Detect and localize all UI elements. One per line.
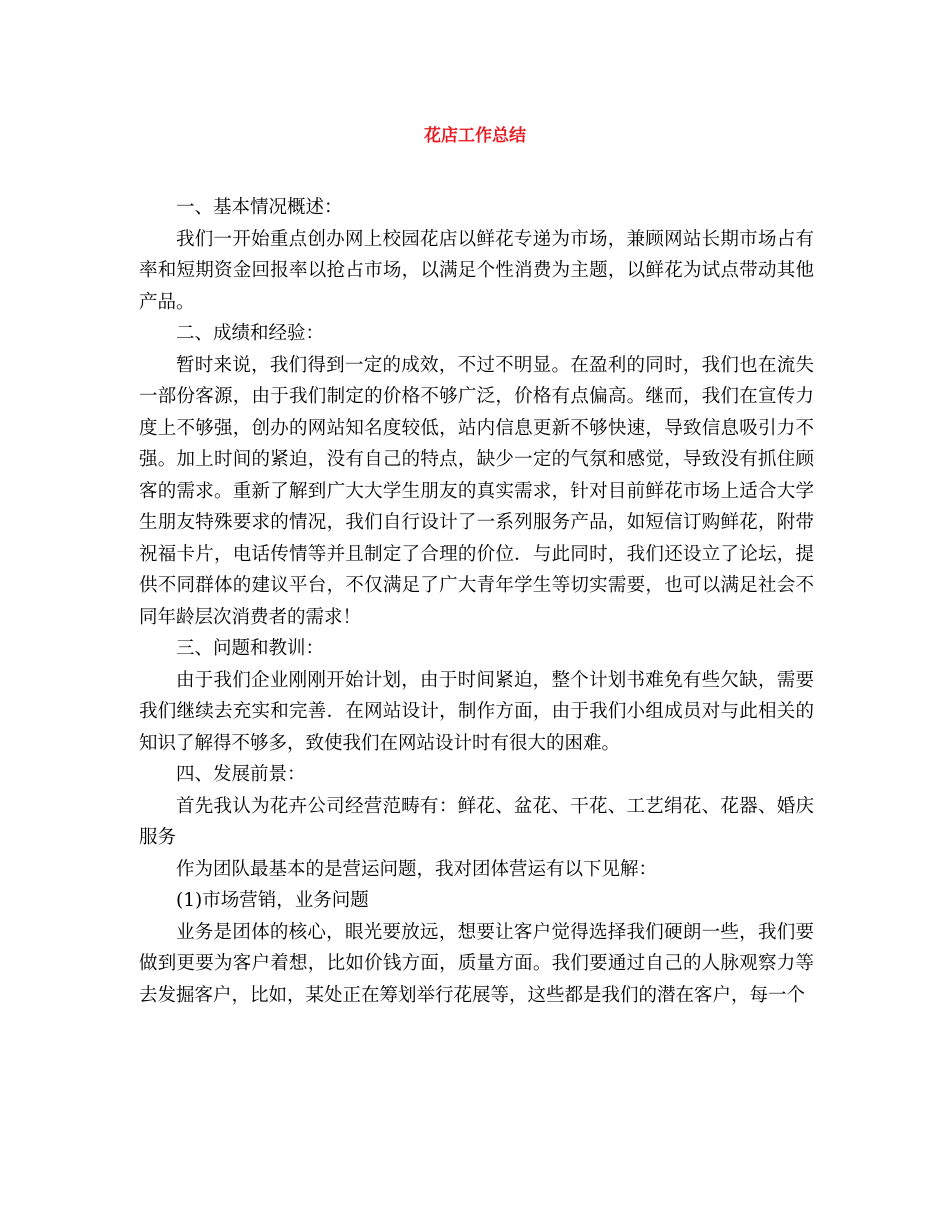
section-heading-prospects: 四、发展前景： — [176, 764, 306, 785]
paragraph-overview: 我们一开始重点创办网上校园花店以鲜花专递为市场，兼顾网站长期市场占有率和短期资金回报率以抢占市场，以满足个性消费为主题，以鲜花为试点带动其他产品。 — [139, 228, 814, 313]
section-heading-problems: 三、问题和教训： — [176, 638, 325, 659]
paragraph-achievements: 暂时来说，我们得到一定的成效，不过不明显。在盈利的同时，我们也在流失一部份客源，由于我们制定的价格不够广泛，价格有点偏高。继而，我们在宣传力度上不够强，创办的网站知名度较低，站内信息更新不够快速，导致信息吸引力不强。加上时间的紧迫，没有自己的特点，缺少一定的气氛和感觉，导致没有抓住顾客的需求。重新了解到广大大学生朋友的真实需求，针对目前鲜花市场上适合大学生朋友特殊要求的情况，我们自行设计了一系列服务产品，如短信订购鲜花，附带祝福卡片，电话传情等并且制定了合理的价位．与此同时，我们还设立了论坛，提供不同群体的建议平台，不仅满足了广大青年学生等切实需要，也可以满足社会不同年龄层次消费者的需求！ — [139, 354, 814, 628]
document-title: 花店工作总结 — [424, 126, 526, 146]
section-heading-overview: 一、基本情况概述： — [176, 197, 343, 218]
document-body — [139, 192, 814, 1011]
paragraph-operations: 作为团队最基本的是营运问题，我对团体营运有以下见解： — [176, 858, 658, 880]
subheading-marketing: (1)市场营销，业务问题 — [176, 890, 369, 911]
paragraph-business-scope: 首先我认为花卉公司经营范畴有：鲜花、盆花、干花、工艺绢花、花器、婚庆服务 — [139, 795, 814, 848]
paragraph-marketing: 业务是团体的核心，眼光要放远，想要让客户觉得选择我们硬朗一些，我们要做到更要为客户着想，比如价钱方面，质量方面。我们要通过自己的人脉观察力等去发掘客户，比如，某处正在筹划举行花展等，这些都是我们的潜在客户，每一个 — [139, 921, 814, 1006]
paragraph-problems: 由于我们企业刚刚开始计划，由于时间紧迫，整个计划书难免有些欠缺，需要我们继续去充实和完善．在网站设计，制作方面，由于我们小组成员对与此相关的知识了解得不够多，致使我们在网站设计时有很大的困难。 — [139, 669, 814, 754]
section-heading-achievements: 二、成绩和经验： — [176, 323, 325, 344]
